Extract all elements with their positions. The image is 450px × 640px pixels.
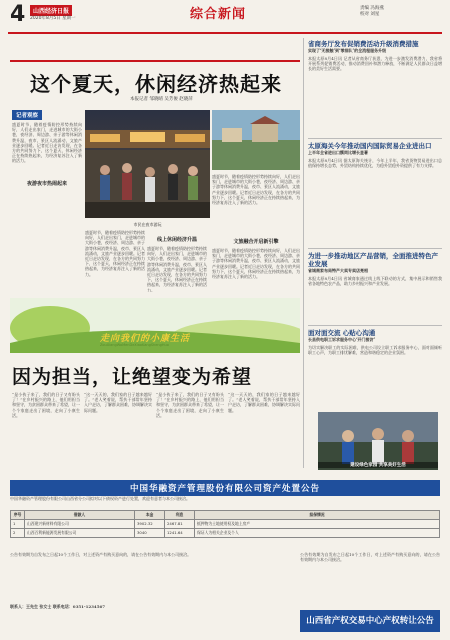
lead-body-col3: 盛夏时节，随着疫情防控形势持续向好，人们走出家门，走进城市的大街小巷，夜经济、周边游、亲子游等休闲消费升温，夜市、景区人流涌动，文旅产业逐步回暖。记者近日走访发现，在各方的共同努力下，这个夏天，休闲经济正在持续热起来，为经济复苏注入了新的活力。 [147, 246, 207, 292]
news-2-title: 太原海关今年推动国内国际贸易企业进出口 [308, 142, 432, 150]
banner-subtitle: ZouXiangWoMenDeXiaoKangShengHuo [100, 343, 169, 347]
col-header: 利息 [165, 511, 195, 520]
news-1-title: 省商务厅发布促销费活动升级消费措施 [308, 40, 419, 48]
news-1-body: 本报太原8月4日讯 记者从省商务厅获悉，为进一步激发消费潜力，我省将开展系列促销费活动，推动消费回补和潜力释放，不断满足人民群众日益增长的美好生活需要。 [308, 56, 442, 72]
lead-subhead-1: 夜游夜市热闹起来 [26, 181, 67, 187]
news-item-4 [308, 329, 442, 407]
news-item-3 [308, 252, 442, 314]
lead-body-col2: 盛夏时节，随着疫情防控形势持续向好，人们走出家门，走进城市的大街小巷，夜经济、周边游、亲子游等休闲消费升温，夜市、景区人流涌动，文旅产业逐步回暖。记者近日走访发现，在各方的共同努力下，这个夏天，休闲经济正在持续热起来，为经济复苏注入了新的活力。 [85, 230, 145, 277]
cell: 保证人为相关企业及个人 [195, 529, 440, 538]
news-divider-1 [308, 138, 442, 139]
news-1-subtitle: 实现了‘无接触’到‘零排队’的全流程服务升级 [308, 48, 387, 53]
news-4-subtitle: 长县供电职工诉求服务中心‘开门接访’ [308, 337, 376, 342]
cell: 山西百利新能源发展有限公司 [25, 529, 135, 538]
lead-subhead-2: 线上休闲经济升温 [156, 237, 197, 243]
announcement-notes-2: 公告有效期为自发布之日起10个工作日，对上述资产有购买意向的，请在公告有效期内与本公司接洽。 [300, 552, 440, 563]
cell: 3040 [135, 529, 165, 538]
paper-name: 山西经济日报 [30, 5, 72, 16]
date-line: 2020年8月5日 星期一 [30, 16, 76, 21]
news-item-1 [308, 40, 442, 106]
col-header: 本金 [135, 511, 165, 520]
second-body-1: “是小伙子来了，我们的日子又有盼头了！”在乡村振兴的路上，他们用担当和坚守，为贫困群众带来了希望，让一个个家庭走出了困境，走向了小康生活。 [12, 392, 80, 418]
night-market-image [85, 110, 210, 218]
proofreader-line: 校对 刘星 [360, 12, 380, 17]
lead-title: 这个夏天，休闲经济热起来 [30, 72, 282, 96]
news-2-body: 本报太原8月4日讯 据太原海关统计，今年上半年，我省货物贸易进出口总值保持增长态势，外贸结构持续优化，为稳外贸稳外资提供了有力支撑。 [308, 158, 442, 169]
col-header: 担保情况 [195, 511, 440, 520]
announcement-title: 中国华融资产管理股份有限公司资产处置公告 [10, 480, 440, 496]
lead-photo [85, 110, 210, 218]
table-row [11, 520, 440, 529]
cell: 2467.81 [165, 520, 195, 529]
editor-line: 责编 冯海燕 [360, 6, 384, 11]
cell: 1241.64 [165, 529, 195, 538]
announcement-intro: 中国华融资产管理股份有限公司山西省分公司拟对以下债权资产进行处置，欢迎有意者与本公司接洽。 [10, 496, 190, 501]
second-title: 因为担当，让绝望变为希望 [12, 366, 253, 388]
news-4-body: 为切实解决职工的实际困难，供电公司设立职工诉求服务中心，面对面倾听职工心声，为职工排忧解难，营造和谐稳定的企业氛围。 [308, 345, 442, 356]
news-3-title: 为进一步推动地区产品营销，全面推进特色产业发展 [308, 252, 438, 268]
editor-credits [360, 6, 384, 18]
announcement-notes: 公告有效期为自发布之日起10个工作日，对上述资产有购买意向的，请在公告有效期内与本公司接洽。 [10, 552, 192, 557]
cell: 2 [11, 529, 25, 538]
news-3-subtitle: 省城商家布局特产大卖专卖店亮相 [308, 268, 368, 273]
table-row [11, 529, 440, 538]
announcement-table [10, 510, 440, 538]
lead-subhead-3: 文旅融合开启新引擎 [233, 239, 279, 245]
lead-top-rule [10, 60, 300, 62]
second-body-2: “这一天天的，我们家的日子越来越好了。”老人笑着说，帮扶干部常年坚持入户走访，了解群众困难，协调解决实际问题。 [84, 392, 152, 413]
lead-body-col4: 盛夏时节，随着疫情防控形势持续向好，人们走出家门，走进城市的大街小巷，夜经济、周边游、亲子游等休闲消费升温，夜市、景区人流涌动，文旅产业逐步回暖。记者近日走访发现，在各方的共同努力下，这个夏天，休闲经济正在持续热起来，为经济复苏注入了新的活力。 [212, 174, 300, 206]
lead-body-col5: 盛夏时节，随着疫情防控形势持续向好，人们走出家门，走进城市的大街小巷，夜经济、周边游、亲子游等休闲消费升温，夜市、景区人流涌动，文旅产业逐步回暖。记者近日走访发现，在各方的共同努力下，这个夏天，休闲经济正在持续热起来，为经济复苏注入了新的活力。 [212, 248, 300, 280]
table-header-row [11, 511, 440, 520]
col-header: 序号 [11, 511, 25, 520]
lead-byline: 本报记者 邹晓晴 吴芳俊 赵晓萍 [130, 97, 193, 102]
lead-photo-caption: 市民在夜市游玩 [133, 222, 162, 227]
column-divider [303, 38, 304, 468]
page-number: 4 [10, 2, 26, 27]
lead-photo-2 [212, 110, 300, 170]
news-3-body: 本报太原8月4日讯 省城商家通过线上线下联动的方式，集中展示和销售我省各地特色农产品，助力乡村振兴和产业发展。 [308, 276, 442, 287]
section-title: 综合新闻 [190, 7, 247, 22]
announcement-contact: 联系人：王先生 张女士 联系电话：0351-1234567 [10, 604, 106, 609]
second-body-3: “是小伙子来了，我们的日子又有盼头了！”在乡村振兴的路上，他们用担当和坚守，为贫困群众带来了希望，让一个个家庭走出了困境，走向了小康生活。 [156, 392, 224, 418]
col-header: 借款人 [25, 511, 135, 520]
lead-tag: 记者观察 [12, 110, 42, 120]
news-4-title: 面对面交流 心贴心沟通 [308, 329, 376, 337]
news-item-2 [308, 142, 442, 208]
right-photo-caption: 建设绿色家园 共享美好生活 [318, 462, 438, 468]
footer-title: 山西省产权交易中心产权转让公告 [306, 616, 434, 626]
header-rule [8, 32, 442, 34]
cell: 1 [11, 520, 25, 529]
news-2-subtitle: 上半年全省进出口额同比增长显著 [308, 150, 368, 155]
news-divider-3 [308, 325, 442, 326]
news-divider-2 [308, 248, 442, 249]
second-body-4: “这一天天的，我们家的日子越来越好了。”老人笑着说，帮扶干部常年坚持入户走访，了解群众困难，协调解决实际问题。 [228, 392, 300, 413]
lead-body-col1: 盛夏时节，随着疫情防控形势持续向好，人们走出家门，走进城市的大街小巷，夜经济、周边游、亲子游等休闲消费升温，夜市、景区人流涌动，文旅产业逐步回暖。记者近日走访发现，在各方的共同努力下，这个夏天，休闲经济正在持续热起来，为经济复苏注入了新的活力。 [12, 122, 82, 164]
cell: 山西建兴新材料有限公司 [25, 520, 135, 529]
announcement-table-wrap [10, 510, 440, 538]
cell: 抵押物为土地使用权及地上房产 [195, 520, 440, 529]
banner-title: 走向我们的小康生活 [100, 334, 191, 344]
scenic-image [212, 110, 300, 170]
cell: 3902.32 [135, 520, 165, 529]
